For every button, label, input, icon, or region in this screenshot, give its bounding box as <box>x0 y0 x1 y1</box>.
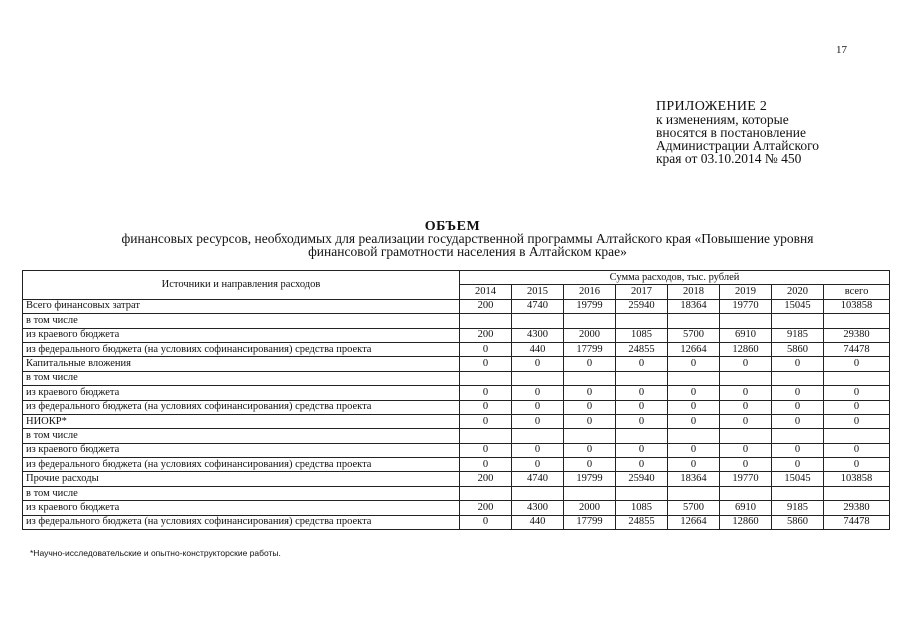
table-row <box>23 472 890 486</box>
row-label: из краевого бюджета <box>23 386 460 400</box>
value-cell: 1085 <box>616 501 668 515</box>
table-row <box>23 486 890 500</box>
value-cell: 0 <box>720 386 772 400</box>
value-cell: 0 <box>564 414 616 428</box>
value-cell: 0 <box>564 400 616 414</box>
budget-table <box>22 270 890 530</box>
value-cell: 74478 <box>824 515 890 529</box>
source-column-header: Источники и направления расходов <box>23 271 460 300</box>
year-column-header: всего <box>824 285 890 299</box>
value-cell: 200 <box>460 501 512 515</box>
value-cell: 0 <box>564 386 616 400</box>
value-cell <box>512 429 564 443</box>
value-cell <box>720 314 772 328</box>
value-cell: 0 <box>720 414 772 428</box>
year-column-header: 2018 <box>668 285 720 299</box>
value-cell: 0 <box>512 400 564 414</box>
value-cell <box>668 429 720 443</box>
value-cell: 200 <box>460 299 512 313</box>
value-cell <box>512 314 564 328</box>
value-cell: 5700 <box>668 328 720 342</box>
value-cell <box>720 486 772 500</box>
value-cell: 0 <box>824 458 890 472</box>
table-row <box>23 429 890 443</box>
value-cell: 74478 <box>824 342 890 356</box>
value-cell: 9185 <box>772 328 824 342</box>
appendix-line: Администрации Алтайского <box>656 138 820 153</box>
value-cell: 0 <box>564 458 616 472</box>
value-cell <box>720 371 772 385</box>
value-cell: 103858 <box>824 472 890 486</box>
year-column-header: 2015 <box>512 285 564 299</box>
value-cell: 4300 <box>512 501 564 515</box>
value-cell: 200 <box>460 472 512 486</box>
table-row <box>23 357 890 371</box>
row-label: в том числе <box>23 371 460 385</box>
appendix-line: края от 03.10.2014 № 450 <box>656 151 802 166</box>
value-cell: 0 <box>616 357 668 371</box>
value-cell: 18364 <box>668 299 720 313</box>
value-cell: 0 <box>460 458 512 472</box>
appendix-line: вносятся в постановление <box>656 125 806 140</box>
value-cell: 17799 <box>564 342 616 356</box>
value-cell: 0 <box>720 443 772 457</box>
value-cell <box>668 486 720 500</box>
value-cell: 12860 <box>720 515 772 529</box>
value-cell <box>460 486 512 500</box>
row-label: Капитальные вложения <box>23 357 460 371</box>
value-cell: 440 <box>512 515 564 529</box>
row-label: Прочие расходы <box>23 472 460 486</box>
value-cell <box>616 486 668 500</box>
value-cell: 0 <box>720 400 772 414</box>
row-label: из краевого бюджета <box>23 443 460 457</box>
value-cell: 19770 <box>720 299 772 313</box>
table-row <box>23 328 890 342</box>
row-label: из федерального бюджета (на условиях софинансирования) средства проекта <box>23 515 460 529</box>
value-cell: 0 <box>824 443 890 457</box>
table-row <box>23 386 890 400</box>
row-label: Всего финансовых затрат <box>23 299 460 313</box>
value-cell: 1085 <box>616 328 668 342</box>
row-label: НИОКР* <box>23 414 460 428</box>
table-row <box>23 515 890 529</box>
value-cell: 5860 <box>772 515 824 529</box>
value-cell: 19799 <box>564 299 616 313</box>
table-row <box>23 299 890 313</box>
subtitle-line: финансовых ресурсов, необходимых для реализации государственной программы Алтайского края «Повышение уровня <box>121 231 814 246</box>
value-cell: 12860 <box>720 342 772 356</box>
value-cell: 0 <box>772 400 824 414</box>
year-column-header: 2019 <box>720 285 772 299</box>
value-cell <box>824 429 890 443</box>
value-cell <box>616 429 668 443</box>
value-cell: 2000 <box>564 501 616 515</box>
value-cell: 25940 <box>616 299 668 313</box>
value-cell: 4740 <box>512 299 564 313</box>
page-number: 17 <box>836 44 847 56</box>
value-cell: 6910 <box>720 328 772 342</box>
value-cell: 0 <box>720 458 772 472</box>
value-cell: 4740 <box>512 472 564 486</box>
value-cell: 9185 <box>772 501 824 515</box>
value-cell: 15045 <box>772 299 824 313</box>
year-column-header: 2014 <box>460 285 512 299</box>
value-cell: 0 <box>616 386 668 400</box>
value-cell: 15045 <box>772 472 824 486</box>
value-cell: 4300 <box>512 328 564 342</box>
value-cell: 0 <box>616 443 668 457</box>
value-cell: 0 <box>564 443 616 457</box>
value-cell: 0 <box>460 386 512 400</box>
row-label: из федерального бюджета (на условиях софинансирования) средства проекта <box>23 400 460 414</box>
value-cell: 5860 <box>772 342 824 356</box>
value-cell: 0 <box>668 400 720 414</box>
value-cell: 103858 <box>824 299 890 313</box>
header-row <box>23 271 890 285</box>
value-cell: 0 <box>772 357 824 371</box>
row-label: из федерального бюджета (на условиях софинансирования) средства проекта <box>23 458 460 472</box>
value-cell <box>460 314 512 328</box>
value-cell <box>564 429 616 443</box>
value-cell <box>564 371 616 385</box>
value-cell <box>512 486 564 500</box>
table-row <box>23 342 890 356</box>
value-cell: 0 <box>460 400 512 414</box>
value-cell: 0 <box>460 443 512 457</box>
value-cell: 0 <box>824 357 890 371</box>
value-cell: 0 <box>512 386 564 400</box>
footnote: *Научно-исследовательские и опытно-конструкторские работы. <box>30 548 281 558</box>
value-cell: 2000 <box>564 328 616 342</box>
value-cell: 0 <box>668 357 720 371</box>
value-cell <box>564 486 616 500</box>
value-cell: 0 <box>824 400 890 414</box>
year-column-header: 2017 <box>616 285 668 299</box>
value-cell: 440 <box>512 342 564 356</box>
value-cell <box>720 429 772 443</box>
value-cell <box>616 314 668 328</box>
row-label: из федерального бюджета (на условиях софинансирования) средства проекта <box>23 342 460 356</box>
row-label: в том числе <box>23 429 460 443</box>
value-cell: 25940 <box>616 472 668 486</box>
value-cell: 12664 <box>668 342 720 356</box>
value-cell: 24855 <box>616 342 668 356</box>
value-cell: 0 <box>772 443 824 457</box>
value-cell: 19799 <box>564 472 616 486</box>
value-cell: 0 <box>616 458 668 472</box>
value-cell: 0 <box>512 357 564 371</box>
value-cell <box>772 314 824 328</box>
value-cell: 29380 <box>824 328 890 342</box>
value-cell <box>824 371 890 385</box>
value-cell: 0 <box>668 414 720 428</box>
value-cell: 0 <box>460 414 512 428</box>
value-cell: 0 <box>616 400 668 414</box>
value-cell: 24855 <box>616 515 668 529</box>
value-cell <box>668 314 720 328</box>
year-column-header: 2020 <box>772 285 824 299</box>
value-cell: 5700 <box>668 501 720 515</box>
value-cell: 0 <box>824 386 890 400</box>
value-cell: 0 <box>772 414 824 428</box>
document-title: ОБЪЕМ <box>424 219 481 234</box>
subtitle-line: финансовой грамотности населения в Алтайском крае» <box>308 243 627 259</box>
value-cell: 12664 <box>668 515 720 529</box>
value-cell: 0 <box>564 357 616 371</box>
value-cell: 6910 <box>720 501 772 515</box>
row-label: в том числе <box>23 486 460 500</box>
value-cell <box>512 371 564 385</box>
table-row <box>23 443 890 457</box>
appendix-title: ПРИЛОЖЕНИЕ 2 <box>656 99 768 114</box>
row-label: в том числе <box>23 314 460 328</box>
value-cell <box>772 429 824 443</box>
value-cell: 0 <box>616 414 668 428</box>
value-cell <box>564 314 616 328</box>
value-cell <box>772 486 824 500</box>
value-cell: 0 <box>460 357 512 371</box>
value-cell: 19770 <box>720 472 772 486</box>
value-cell: 0 <box>772 386 824 400</box>
value-cell <box>772 371 824 385</box>
value-cell: 200 <box>460 328 512 342</box>
row-label: из краевого бюджета <box>23 328 460 342</box>
appendix-line: к изменениям, которые <box>656 112 789 127</box>
value-cell: 0 <box>668 443 720 457</box>
value-cell <box>668 371 720 385</box>
value-cell <box>460 429 512 443</box>
value-cell: 0 <box>772 458 824 472</box>
value-cell: 18364 <box>668 472 720 486</box>
table-row <box>23 414 890 428</box>
sum-column-header: Сумма расходов, тыс. рублей <box>460 271 890 285</box>
value-cell: 29380 <box>824 501 890 515</box>
value-cell: 0 <box>512 458 564 472</box>
table-row <box>23 371 890 385</box>
value-cell: 0 <box>668 386 720 400</box>
value-cell: 0 <box>460 342 512 356</box>
row-label: из краевого бюджета <box>23 501 460 515</box>
appendix-block <box>656 100 819 165</box>
value-cell: 0 <box>668 458 720 472</box>
document-subtitle <box>40 233 895 258</box>
value-cell: 17799 <box>564 515 616 529</box>
value-cell: 0 <box>512 443 564 457</box>
table-row <box>23 314 890 328</box>
value-cell <box>616 371 668 385</box>
value-cell: 0 <box>720 357 772 371</box>
table-row <box>23 458 890 472</box>
value-cell: 0 <box>824 414 890 428</box>
table-row <box>23 400 890 414</box>
value-cell <box>460 371 512 385</box>
value-cell: 0 <box>512 414 564 428</box>
table-row <box>23 501 890 515</box>
year-column-header: 2016 <box>564 285 616 299</box>
value-cell: 0 <box>460 515 512 529</box>
value-cell <box>824 314 890 328</box>
value-cell <box>824 486 890 500</box>
